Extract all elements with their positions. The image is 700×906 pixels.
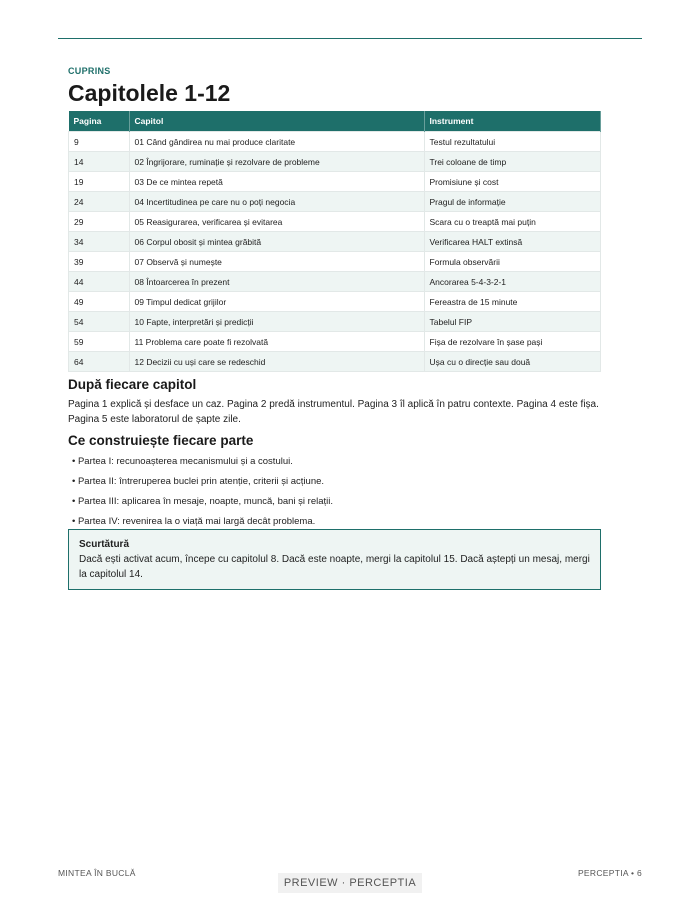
table-row [69,192,601,212]
after-chapter-text: Pagina 1 explică și desface un caz. Pagina 2 predă instrumentul. Pagina 3 îl aplică în patru contexte. Pagina 4 este fișa. Pagina 5 este laboratorul de șapte zile. [68,399,599,425]
footer-book-title: MINTEA ÎN BUCLĂ [58,868,136,878]
callout-text: Dacă ești activat acum, începe cu capitolul 8. Dacă este noapte, mergi la capitolul 15. Dacă aștepți un mesaj, mergi la capitolul 14. [79,554,590,580]
cell-page: 14 [69,152,130,172]
parts-heading: Ce construiește fiecare parte [68,433,254,448]
cell-tool: Ancorarea 5-4-3-2-1 [424,272,601,292]
cell-chapter: 01 Când gândirea nu mai produce claritate [129,132,424,152]
cell-chapter: 06 Corpul obosit și mintea grăbită [129,232,424,252]
list-item: • Partea IV: revenirea la o viață mai largă decât problema. [68,512,333,532]
cell-chapter: 03 De ce mintea repetă [129,172,424,192]
callout-title: Scurtătură [79,539,130,550]
list-item: • Partea I: recunoașterea mecanismului și a costului. [68,452,333,472]
cell-chapter: 09 Timpul dedicat grijilor [129,292,424,312]
table-row [69,172,601,192]
after-chapter-heading: După fiecare capitol [68,377,197,392]
cell-page: 54 [69,312,130,332]
cell-tool: Verificarea HALT extinsă [424,232,601,252]
cell-tool: Fișa de rezolvare în șase pași [424,332,601,352]
page-title: Capitolele 1-12 [68,80,231,106]
cell-page: 24 [69,192,130,212]
cell-page: 49 [69,292,130,312]
table-row [69,292,601,312]
table-row [69,232,601,252]
cell-tool: Pragul de informație [424,192,601,212]
cell-page: 34 [69,232,130,252]
chapters-table [68,111,601,372]
table-row [69,332,601,352]
cell-page: 39 [69,252,130,272]
cell-chapter: 11 Problema care poate fi rezolvată [129,332,424,352]
shortcut-callout [68,529,601,590]
cell-chapter: 04 Incertitudinea pe care nu o poți negocia [129,192,424,212]
column-header-chapter: Capitol [129,111,424,132]
table-row [69,312,601,332]
column-header-tool: Instrument [424,111,601,132]
cell-chapter: 08 Întoarcerea în prezent [129,272,424,292]
cell-page: 19 [69,172,130,192]
cell-tool: Testul rezultatului [424,132,601,152]
cell-chapter: 02 Îngrijorare, ruminație și rezolvare de probleme [129,152,424,172]
cell-chapter: 10 Fapte, interpretări și predicții [129,312,424,332]
cell-page: 44 [69,272,130,292]
cell-page: 29 [69,212,130,232]
cell-tool: Fereastra de 15 minute [424,292,601,312]
table-row [69,272,601,292]
list-item: • Partea III: aplicarea în mesaje, noapte, muncă, bani și relații. [68,492,333,512]
table-row [69,132,601,152]
table-row [69,352,601,372]
cell-page: 9 [69,132,130,152]
table-row [69,152,601,172]
cell-tool: Trei coloane de timp [424,152,601,172]
table-header-row [69,111,601,132]
list-item: • Partea II: întreruperea buclei prin atenție, criterii și acțiune. [68,472,333,492]
section-kicker: CUPRINS [68,66,111,76]
cell-chapter: 12 Decizii cu uși care se redeschid [129,352,424,372]
cell-chapter: 05 Reasigurarea, verificarea și evitarea [129,212,424,232]
parts-list [68,452,333,532]
cell-page: 59 [69,332,130,352]
preview-watermark: PREVIEW · PERCEPTIA [278,873,422,893]
cell-tool: Tabelul FIP [424,312,601,332]
table-row [69,252,601,272]
cell-chapter: 07 Observă și numește [129,252,424,272]
column-header-page: Pagina [69,111,130,132]
footer-page-number: PERCEPTIA • 6 [577,868,642,878]
cell-tool: Formula observării [424,252,601,272]
cell-tool: Ușa cu o direcție sau două [424,352,601,372]
top-rule [58,38,642,39]
cell-page: 64 [69,352,130,372]
cell-tool: Promisiune și cost [424,172,601,192]
cell-tool: Scara cu o treaptă mai puțin [424,212,601,232]
table-row [69,212,601,232]
